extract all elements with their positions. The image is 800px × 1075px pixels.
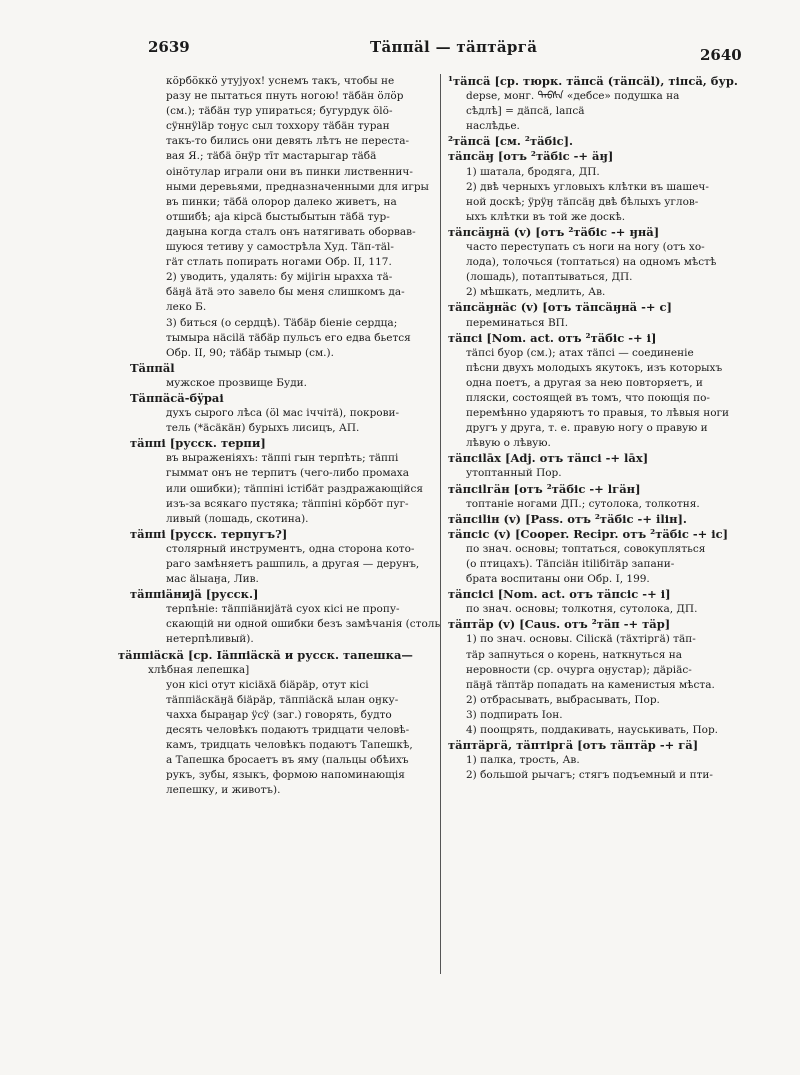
text-line: 2) уводить, удалять: бу міјігін ыраххa тä- bbox=[166, 271, 393, 284]
text-line: 3) подпирать Іон. bbox=[466, 708, 563, 721]
text-line: 1) шатала, бродяга, ДП. bbox=[466, 165, 600, 178]
text-line: (см.); тäбäн тур упираться; бугурдук ӧlӧ- bbox=[166, 105, 393, 118]
text-line: такъ-то бились они девять лѣтъ не переста- bbox=[166, 135, 410, 148]
text-line: даӈына когда сталъ онъ натягивать оборвав- bbox=[166, 225, 416, 238]
text-line: кӧрбӧккӧ утујуох! уснемъ такъ, чтобы не bbox=[166, 75, 395, 87]
text-line: пäӈä тäптäр попадать на каменистыя мѣста. bbox=[466, 678, 715, 691]
text-line: леко Б. bbox=[166, 301, 207, 314]
text-line: мужское прозвище Буди. bbox=[166, 376, 308, 389]
text-line: 1) по знач. основы. Сіlіскä (тäхтіргä) тäп- bbox=[466, 633, 696, 646]
text-line: неровности (ср. очурга оӈустар); дäріäс- bbox=[466, 663, 692, 676]
text-line: переминаться ВП. bbox=[466, 316, 569, 329]
text-line: часто переступать съ ноги на ногу (отъ хо- bbox=[466, 241, 705, 254]
text-line: тäр запнуться о корень, наткнуться на bbox=[466, 648, 682, 661]
text-line: вая Я.; тäбä ӧнÿр тīт мастарыгар тäбä bbox=[166, 150, 377, 163]
text-line: 2) двѣ черныхъ угловыхъ клѣтки въ шашеч- bbox=[466, 180, 709, 193]
text-line: камъ, тридцать человѣкъ подаютъ Тапешкѣ, bbox=[166, 739, 413, 752]
text-line: 2) мѣшкать, медлить, Ав. bbox=[466, 286, 606, 299]
text-line: брата воспитаны они Обр. I, 199. bbox=[466, 573, 650, 586]
page-number-right: 2640 bbox=[700, 46, 742, 64]
text-line: духъ сырого лѣса (ӧl мас іччітä), покрови- bbox=[166, 407, 400, 420]
text-line: сѣдлѣ] = дäпсä, lапсä bbox=[466, 105, 585, 118]
text-line: (лошадь), потаптываться, ДП. bbox=[466, 271, 633, 284]
text-line: терпѣніе: тäппіäнијäтä суох кісі не пропу- bbox=[166, 603, 400, 616]
text-line: по знач. основы; толкотня, сутолока, ДП. bbox=[466, 603, 698, 616]
text-line: гäт стлать попирать ногами Обр. II, 117. bbox=[166, 256, 392, 269]
headword-line: Тäппäl bbox=[130, 360, 175, 375]
text-line: пляски, состоящей въ томъ, что поющія по- bbox=[466, 391, 710, 404]
headword-line: ¹тäпсä [ср. тюрк. тäпсä (тäпсäl), тіпсä, бур. bbox=[448, 74, 738, 88]
text-line: тель (*äсäкäн) бурыхъ лисицъ, АП. bbox=[166, 422, 360, 435]
headword-line: тäпсіlін (v) [Pass. отъ ²тäбіс -+ ilін]. bbox=[448, 511, 687, 526]
running-title: Тäппäl — тäптäргä bbox=[370, 38, 538, 56]
headword-line: тäппіäскä [ср. Іäппіäскä и русск. тапешка— bbox=[118, 647, 413, 662]
text-line: десять человѣкъ подаютъ тридцати человѣ- bbox=[166, 724, 410, 737]
text-line: столярный инструментъ, одна сторона кото- bbox=[166, 542, 415, 555]
text-line: лѣвую о лѣвую. bbox=[466, 437, 551, 450]
text-line: разу не пытаться пнуть ногою! тäбäн ӧлӧр bbox=[166, 90, 404, 103]
text-line: тäпсі буор (см.); атах тäпсі — соединеніе bbox=[466, 346, 694, 359]
text-line: по знач. основы; топтаться, совокупляться bbox=[466, 542, 706, 555]
headword-line: тäппі [русск. терпи] bbox=[130, 436, 266, 451]
text-line: 2) отбрасывать, выбрасывать, Пор. bbox=[466, 693, 660, 706]
text-line: изъ-за всякаго пустяка; тäппіні кӧрбӧт пуг- bbox=[166, 497, 409, 510]
text-line: ыхъ клѣтки въ той же доскѣ. bbox=[466, 210, 626, 223]
headword-line: тäпсäӈнäс (v) [отъ тäпсäӈнä -+ с] bbox=[448, 300, 672, 315]
column-divider bbox=[440, 74, 441, 974]
text-line: тäппіäскäӈä біäрäр, тäппіäскä ылан оӈку- bbox=[166, 693, 399, 706]
text-line: а Тапешка бросаетъ въ яму (пальцы обѣихъ bbox=[166, 754, 409, 767]
headword-line: тäппіäнијä [русск.] bbox=[130, 587, 259, 602]
text-line: пѣсни двухъ молодыхъ якутокъ, изъ которыхъ bbox=[466, 361, 723, 374]
text-line: наслѣдье. bbox=[466, 120, 520, 133]
headword-line: ²тäпсä [см. ²тäбіс]. bbox=[448, 134, 574, 149]
text-line: одна поетъ, а другая за нею повторяетъ, и bbox=[466, 376, 703, 389]
headword-line: тäпсі [Nom. act. отъ ²тäбіс -+ і] bbox=[448, 330, 657, 345]
text-line: бäӈä äтä это завело бы меня слишкомъ да- bbox=[166, 286, 405, 299]
text-line: шуюся тетиву у самострѣла Худ. Тäп-тäl- bbox=[166, 241, 394, 254]
text-line: другъ у друга, т. е. правую ногу о правую и bbox=[466, 422, 708, 435]
text-line: гыммат онъ не терпитъ (чего-либо промаха bbox=[166, 467, 409, 480]
text-line: отшибѣ; аја кірсä быстыбытын тäбä тур- bbox=[166, 210, 390, 223]
text-line: утоптанный Пор. bbox=[466, 467, 562, 480]
text-line: ной доскѣ; ÿрÿӈ тäпсäӈ двѣ бѣлыхъ углов- bbox=[466, 195, 699, 208]
text-line: Обр. II, 90; тäбäр тымыр (см.). bbox=[166, 346, 334, 359]
text-line: лепешку, и животъ). bbox=[166, 784, 281, 797]
headword-line: тäптäр (v) [Caus. отъ ²тäп -+ тäр] bbox=[448, 617, 671, 632]
text-line: оінӧтулар играли они въ пинки лиственнич- bbox=[166, 165, 413, 178]
text-line: чахха быраӈар ÿсÿ (заг.) говорять, будто bbox=[166, 708, 392, 721]
text-line: или ошибки); тäппіні істібäт раздражающійся bbox=[166, 482, 424, 495]
text-line: раго замѣняетъ рашпиль, а другая — дерунъ, bbox=[166, 558, 420, 570]
headword-line: Тäппäсä-бÿраі bbox=[130, 390, 224, 405]
text-line: въ выраженіяхъ: тäппі гын терпѣть; тäппі bbox=[166, 452, 399, 465]
headword-line: тäпсіlāх [Adj. отъ тäпсі -+ lāх] bbox=[448, 451, 649, 466]
text-line: рукъ, зубы, языкъ, формою напоминающія bbox=[166, 769, 405, 782]
text-line: сÿннÿläр тоӈус сыл тоххору тäбäн туран bbox=[166, 120, 390, 133]
text-line: топтаніе ногами ДП.; сутолока, толкотня. bbox=[466, 497, 700, 510]
text-line: ными деревьями, предназначенными для игры bbox=[166, 180, 429, 193]
text-line: ливый (лошадь, скотина). bbox=[166, 512, 309, 525]
text-line: тымыра нäсіlä тäбäр пульсъ его едва бьется bbox=[166, 331, 411, 344]
right-column bbox=[448, 74, 770, 783]
text-line: мас älыаӈа, Лив. bbox=[166, 573, 259, 586]
text-line: перемѣнно ударяютъ то правыя, то лѣвыя ноги bbox=[466, 407, 730, 420]
text-line: (о птицахъ). Тäпсіäн іtilібітäр запани- bbox=[466, 558, 675, 570]
text-line: 3) биться (о сердцѣ). Тäбäр біеніе сердца; bbox=[166, 316, 398, 329]
headword-line: тäпсäӈнä (v) [отъ ²тäбіс -+ ӈнä] bbox=[448, 224, 660, 239]
headword-line: тäптäргä, тäптіргä [отъ тäптäр -+ гä] bbox=[448, 738, 699, 753]
page-number-left: 2639 bbox=[148, 38, 190, 56]
text-line: 4) поощрять, поддакивать, науськивать, Пор. bbox=[466, 724, 719, 737]
text-line: depse, монг. ᠳᠡᠪᠰᠡ «дебсе» подушка на bbox=[466, 90, 680, 103]
headword-line: тäпсіс (v) [Cooper. Recipr. отъ ²тäбіс -+ іс] bbox=[448, 526, 729, 541]
text-line: скающій ни одной ошибки безъ замѣчанія (столь bbox=[166, 618, 440, 631]
headword-line: тäппі [русск. терпугъ?] bbox=[130, 526, 288, 541]
text-line: въ пинки; тäбä олорор далеко живетъ, на bbox=[166, 195, 397, 208]
headword-line: тäпсіcі [Nom. act. отъ тäпсіс -+ і] bbox=[448, 587, 671, 602]
headword-line: тäпсіlгäн [отъ ²тäбіс -+ lгäн] bbox=[448, 481, 641, 496]
text-line: хлѣбная лепешка] bbox=[148, 663, 250, 676]
text-line: уон кісі отут кісіäхä біäрäр, отут кісі bbox=[166, 678, 369, 691]
headword-line: тäпсäӈ [отъ ²тäбіс -+ äӈ] bbox=[448, 149, 614, 164]
left-column bbox=[118, 74, 440, 799]
text-line: 2) большой рычагъ; стягъ подъемный и пти- bbox=[466, 769, 713, 782]
text-line: лода), толочься (топтаться) на одномъ мѣстѣ bbox=[466, 256, 717, 269]
text-line: 1) палка, трость, Ав. bbox=[466, 754, 580, 767]
text-line: нетерпѣливый). bbox=[166, 633, 254, 646]
